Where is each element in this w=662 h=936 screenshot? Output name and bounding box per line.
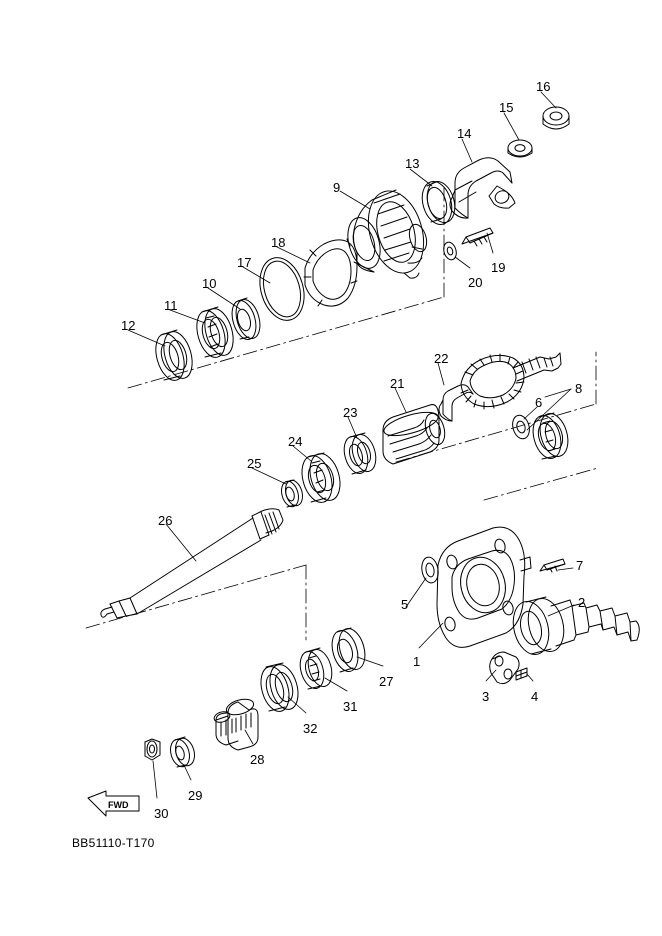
part-29-washer xyxy=(167,736,197,769)
part-23-collar xyxy=(340,432,380,477)
part-8-bearing xyxy=(528,410,572,461)
callout-18: 18 xyxy=(271,235,286,250)
callout-1: 1 xyxy=(413,654,421,669)
centre-line-upper xyxy=(128,188,444,391)
part-16-nut xyxy=(543,107,569,129)
callout-16: 16 xyxy=(536,79,551,94)
callout-2: 2 xyxy=(578,595,586,610)
callout-32: 32 xyxy=(303,721,318,736)
part-17-oring xyxy=(253,252,311,325)
callout-6: 6 xyxy=(535,395,543,410)
part-2-hub-bearing xyxy=(508,595,639,659)
diagram-part-code: BB51110-T170 xyxy=(72,836,155,850)
callout-24: 24 xyxy=(288,434,303,449)
part-11-bearing xyxy=(192,305,238,360)
fwd-direction-label: FWD xyxy=(108,800,129,810)
part-31-bearing xyxy=(296,647,336,692)
callout-5: 5 xyxy=(401,597,409,612)
part-12-oil-seal xyxy=(151,328,197,383)
part-28-flange xyxy=(213,696,258,750)
leader-lines xyxy=(128,92,574,798)
part-27-oil-seal xyxy=(328,626,370,675)
callout-15: 15 xyxy=(499,100,514,115)
part-30-nut xyxy=(145,739,160,760)
callout-21: 21 xyxy=(390,376,405,391)
callout-27: 27 xyxy=(379,674,394,689)
part-26-drive-shaft xyxy=(101,509,283,618)
callout-4: 4 xyxy=(531,689,539,704)
part-1-hub-carrier xyxy=(437,527,531,647)
callout-17: 17 xyxy=(237,255,252,270)
callout-28: 28 xyxy=(250,752,265,767)
centre-line-bevel xyxy=(396,352,598,500)
centre-line-lower xyxy=(86,565,306,640)
part-18-gasket xyxy=(304,239,357,306)
callout-13: 13 xyxy=(405,156,420,171)
callout-12: 12 xyxy=(121,318,136,333)
callout-11: 11 xyxy=(164,298,178,313)
callout-31: 31 xyxy=(343,699,358,714)
part-24-bearing xyxy=(297,450,345,506)
callout-10: 10 xyxy=(202,276,217,291)
part-15-washer xyxy=(508,140,532,157)
part-32-collar xyxy=(256,661,303,714)
callout-22: 22 xyxy=(434,351,449,366)
callout-14: 14 xyxy=(457,126,472,141)
callout-26: 26 xyxy=(158,513,173,528)
callout-25: 25 xyxy=(247,456,262,471)
part-14-yoke xyxy=(450,158,515,218)
callout-23: 23 xyxy=(343,405,358,420)
callout-9: 9 xyxy=(333,180,341,195)
part-5-washer xyxy=(420,556,440,584)
callout-19: 19 xyxy=(491,260,506,275)
callout-20: 20 xyxy=(468,275,483,290)
callout-7: 7 xyxy=(576,558,584,573)
part-9-housing xyxy=(342,184,432,279)
callout-29: 29 xyxy=(188,788,203,803)
part-8-pinion-gear xyxy=(461,353,561,409)
callout-3: 3 xyxy=(482,689,490,704)
callout-8: 8 xyxy=(575,381,583,396)
part-6-washer xyxy=(510,413,532,440)
callout-30: 30 xyxy=(154,806,169,821)
part-13-bearing xyxy=(417,178,459,228)
part-3-retainer-plate xyxy=(490,652,519,684)
part-21-spring xyxy=(382,405,448,464)
part-7-bolt xyxy=(540,559,565,572)
